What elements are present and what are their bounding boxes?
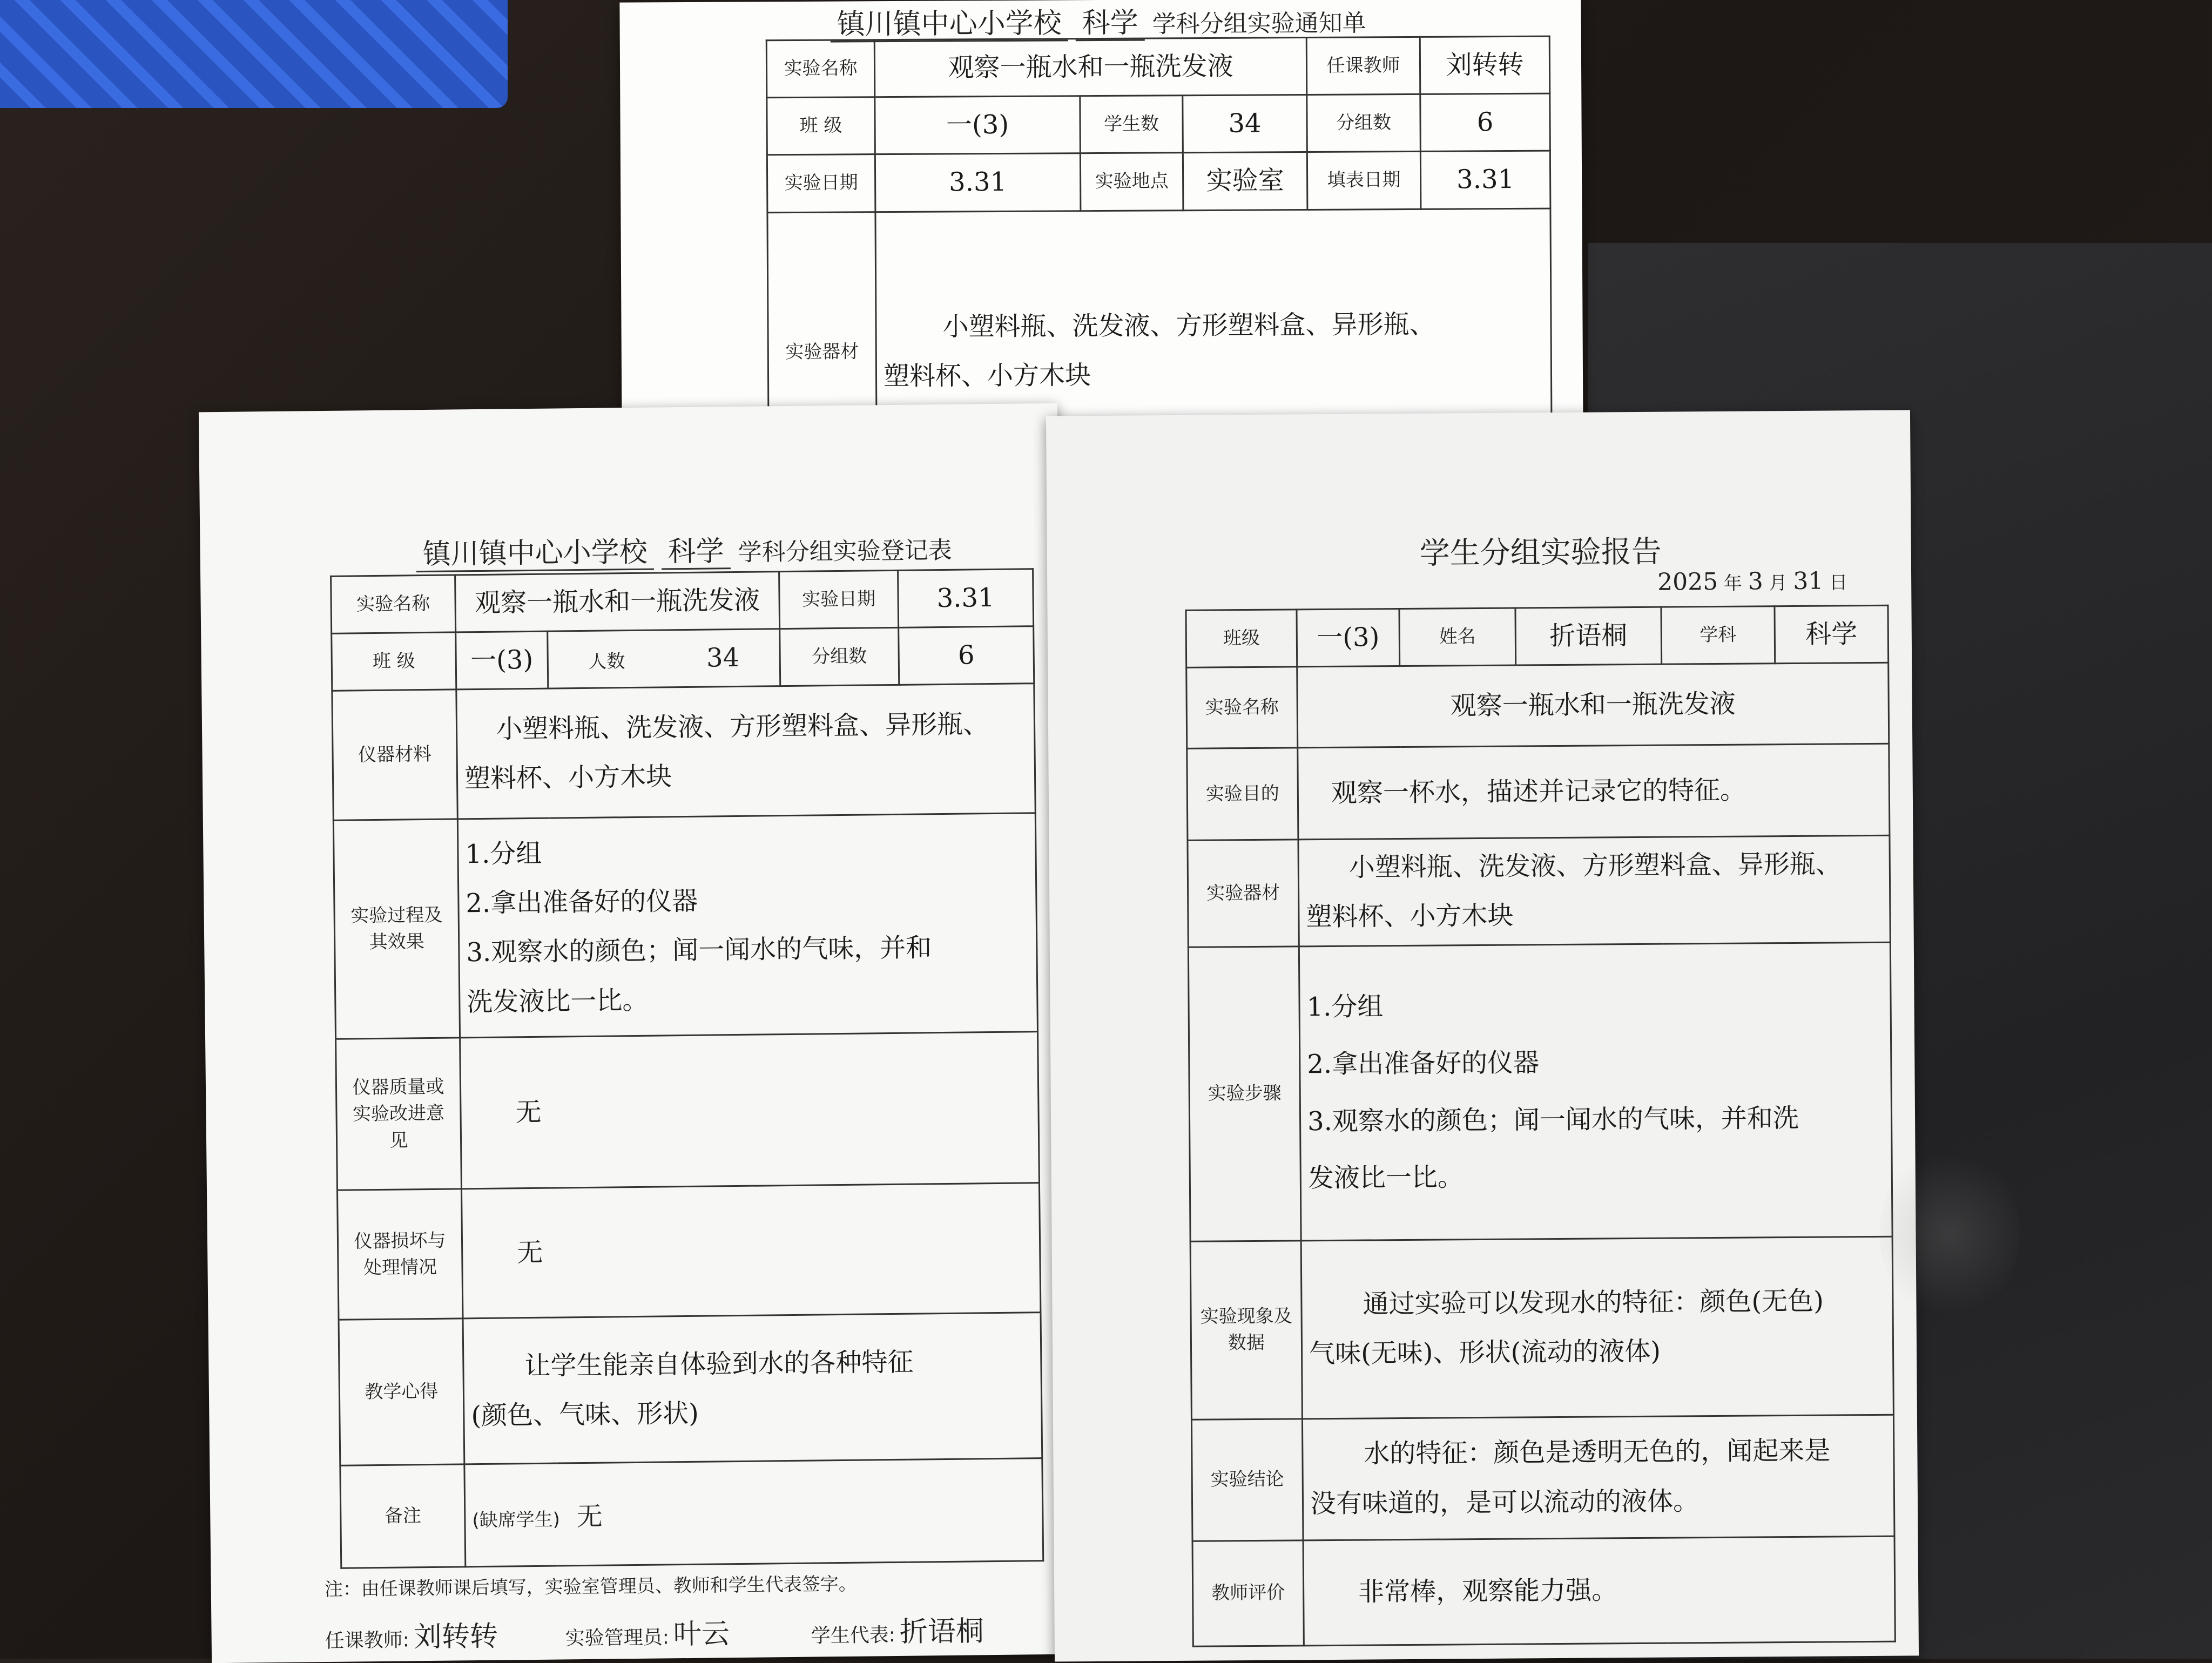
report-date-year: 2025 <box>1657 567 1718 596</box>
report-class-label: 班级 <box>1186 610 1297 668</box>
register-class-value: 一(3) <box>456 631 548 689</box>
register-class-label: 班 级 <box>332 632 456 691</box>
notice-groups-label: 分组数 <box>1307 94 1421 152</box>
register-process-label: 实验过程及其效果 <box>333 819 460 1039</box>
report-steps-line-3: 3.观察水的颜色；闻一闻水的气味，并和洗 <box>1307 1103 1799 1137</box>
report-phenomenon-value <box>1301 1236 1893 1419</box>
notice-students-value: 34 <box>1183 95 1307 153</box>
register-count-label: 人数 <box>588 651 625 673</box>
water-stain <box>1879 1145 2020 1323</box>
register-insight-label: 教学心得 <box>339 1319 464 1465</box>
register-insight-line2: (颜色、气味、形状) <box>471 1398 699 1431</box>
report-subject-label: 学科 <box>1661 606 1775 665</box>
notice-equipment-line1: 小塑料瓶、洗发液、方形塑料盒、异形瓶、 <box>942 309 1435 342</box>
register-count-value: 34 <box>706 642 740 673</box>
report-title: 学生分组实验报告 <box>1419 534 1662 571</box>
report-date-year-unit: 年 <box>1723 572 1743 594</box>
register-subject: 科学 <box>661 535 731 570</box>
notice-teacher-value: 刘转转 <box>1420 36 1550 94</box>
report-purpose-value: 观察一杯水，描述并记录它的特征。 <box>1298 743 1890 840</box>
register-manager-value: 叶云 <box>673 1618 730 1651</box>
register-process-line-3: 3.观察水的颜色；闻一闻水的气味，并和 <box>466 932 932 968</box>
report-exp-name-label: 实验名称 <box>1186 667 1298 748</box>
report-phenomenon-line2: 气味(无味)、形状(流动的液体) <box>1309 1336 1661 1369</box>
register-process-value <box>457 813 1037 1038</box>
report-phenomenon-line1: 通过实验可以发现水的特征：颜色(无色) <box>1363 1286 1824 1320</box>
report-date-day: 31 <box>1793 567 1824 595</box>
register-manager-signature <box>565 1611 730 1653</box>
register-materials-value <box>456 684 1035 819</box>
report-phenomenon-label: 实验现象及数据 <box>1190 1240 1302 1419</box>
report-exp-name-value: 观察一瓶水和一瓶洗发液 <box>1297 663 1889 748</box>
report-equipment-line1: 小塑料瓶、洗发液、方形塑料盒、异形瓶、 <box>1348 849 1842 883</box>
register-count-cell <box>548 629 780 689</box>
register-school: 镇川镇中心小学校 <box>416 536 654 573</box>
register-rep-value: 折语桐 <box>899 1615 984 1648</box>
report-eval-label: 教师评价 <box>1192 1540 1304 1646</box>
register-date-label: 实验日期 <box>779 570 899 628</box>
student-report-sheet <box>1046 410 1919 1661</box>
notice-equipment-label: 实验器材 <box>767 212 877 493</box>
report-class-value: 一(3) <box>1297 609 1400 667</box>
register-materials-line1: 小塑料瓶、洗发液、方形塑料盒、异形瓶、 <box>496 708 989 745</box>
register-remark-value-cell <box>464 1458 1043 1567</box>
register-quality-value: 无 <box>460 1032 1040 1189</box>
notice-groups-value: 6 <box>1420 93 1550 151</box>
report-steps-line-4: 发液比一比。 <box>1307 1162 1464 1194</box>
register-manager-label: 实验管理员: <box>565 1626 670 1650</box>
notice-date-value: 3.31 <box>875 153 1081 212</box>
register-rep-label: 学生代表: <box>811 1624 896 1647</box>
report-purpose-label: 实验目的 <box>1187 748 1298 840</box>
report-name-value: 折语桐 <box>1515 607 1662 665</box>
register-insight-line1: 让学生能亲自体验到水的各种特征 <box>524 1347 914 1381</box>
register-quality-label: 仪器质量或实验改进意见 <box>336 1038 462 1190</box>
register-table <box>330 568 1044 1569</box>
notice-fill-date-value: 3.31 <box>1420 151 1550 209</box>
register-name-label: 实验名称 <box>331 575 456 634</box>
register-rep-signature <box>811 1608 984 1650</box>
report-date-month: 3 <box>1748 567 1763 596</box>
register-footnote: 注：由任课教师课后填写，实验室管理员、教师和学生代表签字。 <box>324 1573 857 1601</box>
notice-equipment-line2: 塑料杯、小方木块 <box>883 360 1091 392</box>
register-materials-line2: 塑料杯、小方木块 <box>464 761 672 794</box>
blue-basket <box>0 0 508 108</box>
notice-name-value: 观察一瓶水和一瓶洗发液 <box>874 38 1307 97</box>
report-subject-value: 科学 <box>1775 605 1889 664</box>
report-table <box>1185 605 1896 1647</box>
register-damage-label: 仪器损坏与处理情况 <box>338 1189 463 1320</box>
register-process-line-1: 1.分组 <box>465 838 542 870</box>
report-equipment-value <box>1298 835 1890 946</box>
notice-class-value: 一(3) <box>875 96 1081 154</box>
notice-fill-date-label: 填表日期 <box>1307 152 1421 209</box>
report-date-day-unit: 日 <box>1829 572 1848 594</box>
register-remark-value: 无 <box>576 1502 603 1532</box>
register-process-line-4: 洗发液比一比。 <box>467 985 649 1017</box>
register-name-value: 观察一瓶水和一瓶洗发液 <box>455 572 780 632</box>
register-insight-value <box>463 1313 1042 1464</box>
register-materials-label: 仪器材料 <box>332 689 458 820</box>
report-conclusion-label: 实验结论 <box>1191 1418 1303 1540</box>
register-remark-prefix: (缺席学生) <box>472 1509 561 1532</box>
register-teacher-label: 任课教师: <box>325 1629 410 1653</box>
notice-date-label: 实验日期 <box>767 154 875 212</box>
register-teacher-signature <box>325 1613 498 1655</box>
register-damage-value: 无 <box>462 1183 1041 1319</box>
register-groups-value: 6 <box>899 626 1034 685</box>
register-process-line-2: 2.拿出准备好的仪器 <box>466 885 698 919</box>
report-conclusion-value <box>1302 1415 1894 1540</box>
report-conclusion-line1: 水的特征：颜色是透明无色的，闻起来是 <box>1364 1435 1831 1469</box>
notice-class-label: 班 级 <box>767 97 875 155</box>
notice-school: 镇川镇中心小学校 <box>830 7 1068 42</box>
report-steps-line-1: 1.分组 <box>1306 991 1384 1023</box>
register-remark-label: 备注 <box>340 1464 466 1568</box>
notice-title-suffix: 学科分组实验通知单 <box>1152 9 1366 38</box>
report-steps-value <box>1299 942 1892 1241</box>
notice-teacher-label: 任课教师 <box>1306 37 1420 94</box>
report-date-month-unit: 月 <box>1769 572 1788 594</box>
notice-place-label: 实验地点 <box>1080 153 1183 211</box>
notice-name-label: 实验名称 <box>766 40 875 98</box>
report-steps-label: 实验步骤 <box>1188 946 1301 1241</box>
report-equipment-label: 实验器材 <box>1188 840 1299 947</box>
register-date-value: 3.31 <box>898 569 1034 628</box>
report-eval-value: 非常棒，观察能力强。 <box>1303 1536 1895 1646</box>
register-groups-label: 分组数 <box>780 628 899 686</box>
register-title <box>416 526 952 572</box>
notice-subject: 科学 <box>1075 7 1144 42</box>
report-date <box>1657 567 1847 596</box>
report-steps-line-2: 2.拿出准备好的仪器 <box>1307 1047 1540 1080</box>
notice-students-label: 学生数 <box>1080 96 1183 153</box>
report-conclusion-line2: 没有味道的，是可以流动的液体。 <box>1310 1485 1700 1519</box>
notice-title <box>830 0 1366 42</box>
register-teacher-value: 刘转转 <box>413 1620 498 1654</box>
report-equipment-line2: 塑料杯、小方木块 <box>1306 900 1514 932</box>
notice-place-value: 实验室 <box>1183 152 1307 210</box>
register-title-suffix: 学科分组实验登记表 <box>738 536 952 566</box>
report-name-label: 姓名 <box>1399 608 1516 666</box>
experiment-register-sheet <box>199 403 1070 1663</box>
